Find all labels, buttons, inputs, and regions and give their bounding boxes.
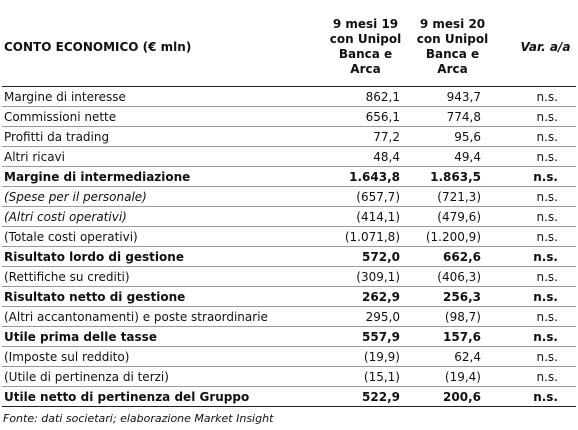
row-label: Margine di intermediazione (2, 167, 321, 187)
row-var: n.s. (495, 367, 576, 387)
header-var-aa: Var. a/a (495, 8, 576, 87)
header-col2-line: con Unipol (416, 32, 489, 46)
row-label: (Rettifiche su crediti) (2, 267, 321, 287)
row-value-20: (406,3) (410, 267, 495, 287)
row-label: (Spese per il personale) (2, 187, 321, 207)
header-col2-line: Arca (437, 62, 468, 76)
row-value-19: 656,1 (321, 107, 410, 127)
row-value-19: (414,1) (321, 207, 410, 227)
table-row (2, 107, 576, 127)
row-var: n.s. (495, 227, 576, 247)
table-row-subtotal (2, 327, 576, 347)
row-var: n.s. (495, 307, 576, 327)
row-value-20: 95,6 (410, 127, 495, 147)
row-label: Commissioni nette (2, 107, 321, 127)
row-value-20: (479,6) (410, 207, 495, 227)
table-row (2, 367, 576, 387)
row-label: (Utile di pertinenza di terzi) (2, 367, 321, 387)
header-col1-line: con Unipol (329, 32, 402, 46)
row-var: n.s. (495, 87, 576, 107)
table-row-subtotal (2, 247, 576, 267)
row-value-20: 62,4 (410, 347, 495, 367)
row-value-20: (1.200,9) (410, 227, 495, 247)
row-var: n.s. (495, 267, 576, 287)
row-var: n.s. (495, 287, 576, 307)
row-label: Utile prima delle tasse (2, 327, 321, 347)
table-row (2, 187, 576, 207)
table-row (2, 227, 576, 247)
row-label: Utile netto di pertinenza del Gruppo (2, 387, 321, 407)
row-var: n.s. (495, 187, 576, 207)
row-value-20: 49,4 (410, 147, 495, 167)
row-label: Risultato netto di gestione (2, 287, 321, 307)
row-value-20: 1.863,5 (410, 167, 495, 187)
row-value-20: 662,6 (410, 247, 495, 267)
row-value-20: (19,4) (410, 367, 495, 387)
row-value-20: (721,3) (410, 187, 495, 207)
header-col2-line: Banca e (425, 47, 480, 61)
row-value-19: (1.071,8) (321, 227, 410, 247)
source-note: Fonte: dati societari; elaborazione Market Insight (3, 412, 274, 425)
table-row (2, 127, 576, 147)
row-label: (Imposte sul reddito) (2, 347, 321, 367)
header-9-mesi-20 (410, 8, 495, 87)
table-row-subtotal (2, 287, 576, 307)
table-row (2, 147, 576, 167)
row-var: n.s. (495, 327, 576, 347)
row-value-19: (19,9) (321, 347, 410, 367)
header-9-mesi-19 (321, 8, 410, 87)
row-var: n.s. (495, 347, 576, 367)
row-value-20: 256,3 (410, 287, 495, 307)
row-label: (Altri costi operativi) (2, 207, 321, 227)
row-var: n.s. (495, 247, 576, 267)
row-var: n.s. (495, 127, 576, 147)
row-label: Risultato lordo di gestione (2, 247, 321, 267)
table-row (2, 267, 576, 287)
header-col1-line: Arca (350, 62, 381, 76)
row-label: Profitti da trading (2, 127, 321, 147)
header-col1-line: 9 mesi 19 (332, 17, 399, 31)
table-row (2, 347, 576, 367)
row-value-19: 572,0 (321, 247, 410, 267)
row-value-20: 943,7 (410, 87, 495, 107)
row-value-19: 48,4 (321, 147, 410, 167)
header-col1-line: Banca e (338, 47, 393, 61)
row-var: n.s. (495, 107, 576, 127)
row-value-19: 262,9 (321, 287, 410, 307)
row-value-19: (15,1) (321, 367, 410, 387)
row-value-19: 295,0 (321, 307, 410, 327)
table-row (2, 87, 576, 107)
income-statement-table (2, 8, 576, 407)
row-label: Margine di interesse (2, 87, 321, 107)
row-value-19: 862,1 (321, 87, 410, 107)
row-label: Altri ricavi (2, 147, 321, 167)
header-col2-line: 9 mesi 20 (419, 17, 486, 31)
row-value-20: (98,7) (410, 307, 495, 327)
table-header-row (2, 8, 576, 87)
table-row-total (2, 387, 576, 407)
row-value-19: (309,1) (321, 267, 410, 287)
row-value-20: 157,6 (410, 327, 495, 347)
row-value-20: 200,6 (410, 387, 495, 407)
row-var: n.s. (495, 207, 576, 227)
row-value-19: 522,9 (321, 387, 410, 407)
row-var: n.s. (495, 387, 576, 407)
row-value-19: 557,9 (321, 327, 410, 347)
row-value-19: 1.643,8 (321, 167, 410, 187)
row-value-19: (657,7) (321, 187, 410, 207)
header-label: CONTO ECONOMICO (€ mln) (2, 8, 321, 87)
row-var: n.s. (495, 167, 576, 187)
table-row (2, 307, 576, 327)
row-label: (Altri accantonamenti) e poste straordinarie (2, 307, 321, 327)
table-row (2, 207, 576, 227)
row-value-19: 77,2 (321, 127, 410, 147)
table-row-subtotal (2, 167, 576, 187)
row-value-20: 774,8 (410, 107, 495, 127)
row-var: n.s. (495, 147, 576, 167)
row-label: (Totale costi operativi) (2, 227, 321, 247)
